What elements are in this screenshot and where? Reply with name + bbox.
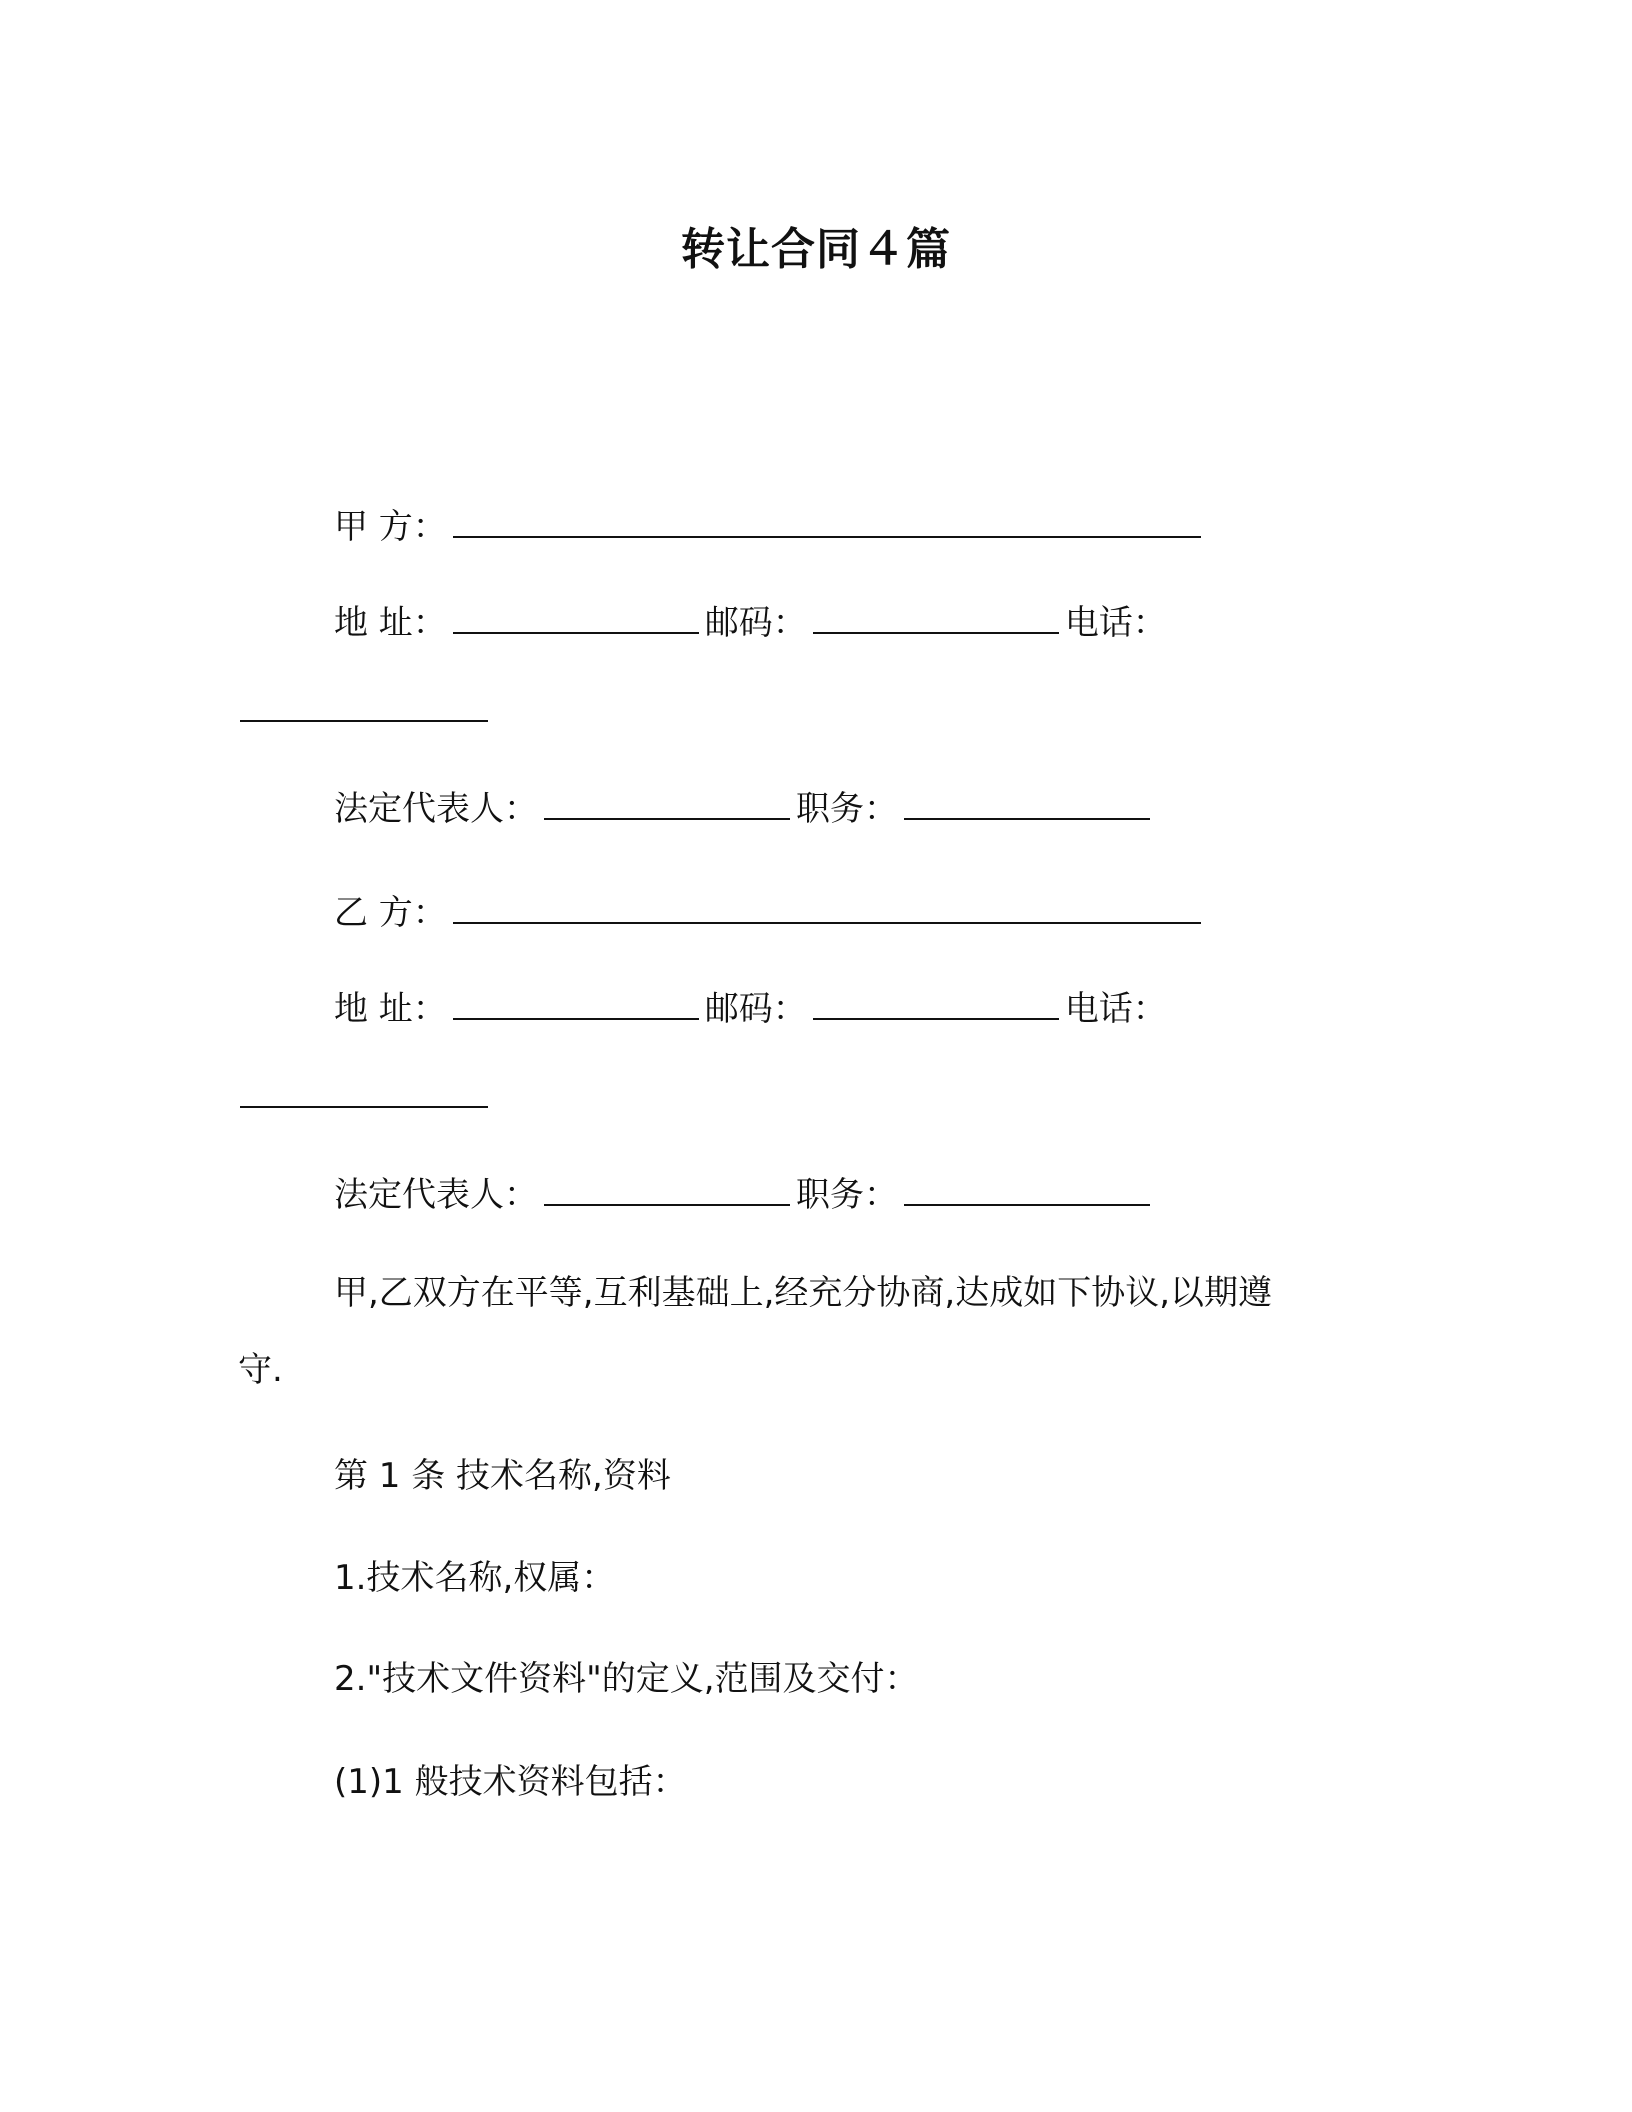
party-a-address-label: 地 址： [334,603,447,643]
party-a-rep-label: 法定代表人： [334,789,538,829]
party-a-postcode-blank [813,604,1059,634]
party-a-position-blank [904,790,1150,820]
article-1-item-1: 1.技术名称,权属： [334,1558,616,1598]
party-b-address-blank [453,990,699,1020]
party-a-rep-line [334,787,1156,831]
party-a-line [334,505,1207,549]
party-a-address-line [334,601,1167,645]
party-b-position-blank [904,1176,1150,1206]
party-a-phone-blank [240,720,488,722]
party-a-address-blank [453,604,699,634]
party-b-blank [453,894,1201,924]
party-b-address-line [334,987,1167,1031]
party-a-position-label: 职务： [796,789,898,829]
party-b-phone-label: 电话： [1064,989,1167,1029]
party-b-postcode-label: 邮码： [704,989,807,1029]
document-title: 转让合同４篇 [681,224,951,275]
party-b-rep-line [334,1173,1156,1217]
party-b-label: 乙 方： [334,893,447,933]
article-1-item-2: 2."技术文件资料"的定义,范围及交付： [334,1659,919,1699]
party-a-phone-label: 电话： [1064,603,1167,643]
party-b-phone-blank [240,1106,488,1108]
party-b-line [334,891,1207,935]
party-a-postcode-label: 邮码： [704,603,807,643]
article-1-item-2-1: (1)1 般技术资料包括： [334,1762,687,1802]
party-b-rep-blank [544,1176,790,1206]
party-b-position-label: 职务： [796,1175,898,1215]
party-a-blank [453,508,1201,538]
party-b-rep-label: 法定代表人： [334,1175,538,1215]
article-1-heading: 第 1 条 技术名称,资料 [334,1456,671,1496]
party-b-postcode-blank [813,990,1059,1020]
party-b-address-label: 地 址： [334,989,447,1029]
party-a-label: 甲 方： [334,507,447,547]
intro-line-1: 甲,乙双方在平等,互利基础上,经充分协商,达成如下协议,以期遵 [334,1273,1273,1313]
intro-line-2: 守. [238,1350,283,1390]
party-a-rep-blank [544,790,790,820]
